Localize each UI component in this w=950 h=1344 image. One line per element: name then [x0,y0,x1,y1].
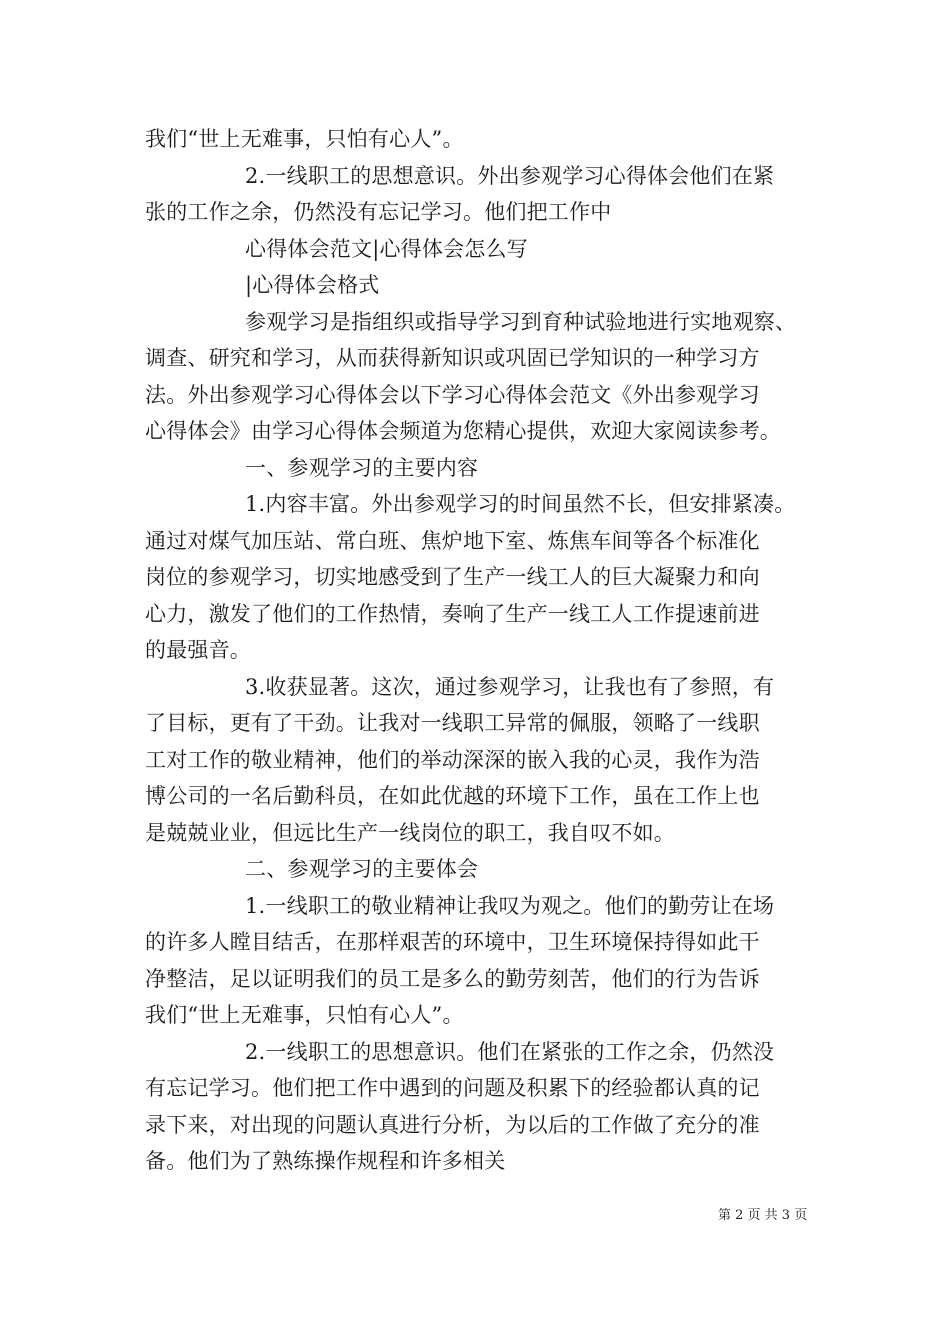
text-line: 净整洁，足以证明我们的员工是多么的勤劳刻苦，他们的行为告诉 [145,966,760,991]
text-line: |心得体会格式 [245,273,380,297]
text-line: 1.内容丰富。外出参观学习的时间虽然不长，但安排紧凑。 [245,492,796,516]
text-line: 心力，激发了他们的工作热情，奏响了生产一线工人工作提速前进 [145,601,760,626]
text-line: 有忘记学习。他们把工作中遇到的问题及积累下的经验都认真的记 [145,1076,760,1100]
page-number: 第 2 页 共 3 页 [718,1208,808,1223]
text-line: 参观学习是指组织或指导学习到育种试验地进行实地观察、 [245,309,797,334]
text-line: 通过对煤气加压站、常白班、焦炉地下室、炼焦车间等各个标准化 [145,528,760,553]
text-line: 备。他们为了熟练操作规程和许多相关 [145,1149,506,1173]
text-line: 录下来，对出现的问题认真进行分析，为以后的工作做了充分的准 [145,1112,760,1137]
section-heading: 二、参观学习的主要体会 [245,857,479,881]
text-line: 2.一线职工的思想意识。外出参观学习心得体会他们在紧 [245,163,775,188]
text-line: 的最强音。 [145,638,251,662]
section-heading: 一、参观学习的主要内容 [245,455,479,480]
text-line: 我们“世上无难事，只怕有心人”。 [145,127,464,151]
text-line: 心得体会范文|心得体会怎么写 [245,236,528,261]
text-line: 心得体会》由学习心得体会频道为您精心提供，欢迎大家阅读参考。 [145,419,781,443]
text-line: 岗位的参观学习，切实地感受到了生产一线工人的巨大凝聚力和向 [145,565,760,589]
text-line: 1.一线职工的敬业精神让我叹为观之。他们的勤劳让在场 [245,893,775,918]
text-line: 张的工作之余，仍然没有忘记学习。他们把工作中 [145,200,612,224]
text-line: 我们“世上无难事，只怕有心人”。 [145,1003,464,1027]
text-line: 博公司的一名后勤科员，在如此优越的环境下工作，虽在工作上也 [145,784,760,808]
text-line: 了目标，更有了干劲。让我对一线职工异常的佩服，领略了一线职 [145,711,760,735]
text-line: 是兢兢业业，但远比生产一线岗位的职工，我自叹不如。 [145,820,675,845]
text-line: 3.收获显著。这次，通过参观学习，让我也有了参照，有 [245,674,775,699]
text-line: 法。外出参观学习心得体会以下学习心得体会范文《外出参观学习 [145,382,760,407]
text-line: 2.一线职工的思想意识。他们在紧张的工作之余，仍然没 [245,1039,775,1064]
text-line: 的许多人瞠目结舌，在那样艰苦的环境中，卫生环境保持得如此干 [145,930,760,954]
text-line: 工对工作的敬业精神，他们的举动深深的嵌入我的心灵，我作为浩 [145,747,760,772]
text-line: 调查、研究和学习，从而获得新知识或巩固已学知识的一种学习方 [145,346,760,370]
document-body [145,121,810,1180]
